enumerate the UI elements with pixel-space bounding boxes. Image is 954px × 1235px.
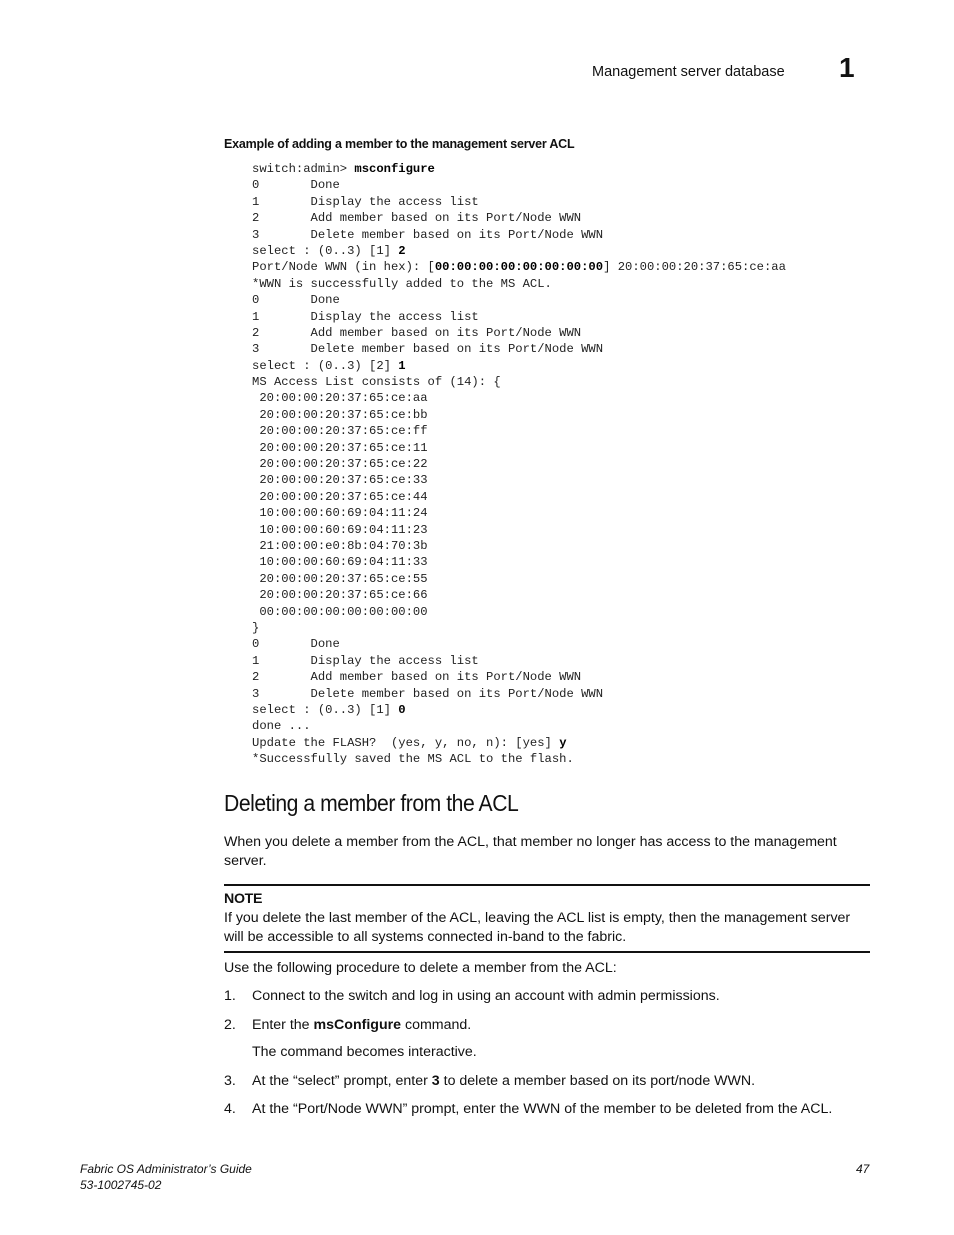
code-text: switch:admin> xyxy=(252,162,355,176)
chapter-number: 1 xyxy=(839,52,855,83)
code-line xyxy=(252,587,786,603)
code-text: 20:00:00:20:37:65:ce:55 xyxy=(252,571,428,586)
code-line xyxy=(252,292,786,308)
code-line xyxy=(252,194,786,210)
code-line xyxy=(252,489,786,505)
code-line xyxy=(252,423,786,439)
code-user-input: 00:00:00:00:00:00:00:00 xyxy=(434,260,604,275)
code-line xyxy=(252,210,786,226)
code-text: 20:00:00:20:37:65:ce:22 xyxy=(252,457,428,472)
code-text: 10:00:00:60:69:04:11:23 xyxy=(252,522,428,537)
step-number: 1. xyxy=(224,988,236,1004)
step-text-pre: Enter the xyxy=(252,1017,314,1033)
code-line xyxy=(252,554,786,570)
code-text: 2 Add member based on its Port/Node WWN xyxy=(252,325,582,340)
code-text: 10:00:00:60:69:04:11:33 xyxy=(252,555,428,570)
code-line xyxy=(252,456,786,472)
code-line xyxy=(252,636,786,652)
code-user-input: y xyxy=(559,735,567,750)
code-text: 2 Add member based on its Port/Node WWN xyxy=(252,211,582,226)
note-label: NOTE xyxy=(224,891,263,907)
code-text: 20:00:00:20:37:65:ce:66 xyxy=(252,588,428,603)
intro-paragraph: When you delete a member from the ACL, that member no longer has access to the management server. xyxy=(224,834,837,869)
note-box xyxy=(224,884,870,953)
code-text: 0 Done xyxy=(252,293,340,308)
step-number: 3. xyxy=(224,1073,236,1089)
code-text: 3 Delete member based on its Port/Node WWN xyxy=(252,342,604,357)
section-heading: Deleting a member from the ACL xyxy=(224,790,519,816)
code-text: 3 Delete member based on its Port/Node WWN xyxy=(252,227,604,242)
code-text: 1 Display the access list xyxy=(252,309,479,324)
running-header: Management server database xyxy=(592,64,785,80)
procedure-intro: Use the following procedure to delete a member from the ACL: xyxy=(224,960,617,976)
code-user-input: 2 xyxy=(398,243,406,258)
code-line xyxy=(252,653,786,669)
code-line xyxy=(252,751,786,767)
code-line xyxy=(252,358,786,374)
code-text: select : (0..3) [2] xyxy=(252,358,399,373)
code-line xyxy=(252,390,786,406)
code-line xyxy=(252,227,786,243)
note-text: If you delete the last member of the ACL, leaving the ACL list is empty, then the management server will be accessible to all systems connected in-band to the fabric. xyxy=(224,910,851,945)
step-text: At the “Port/Node WWN” prompt, enter the WWN of the member to be deleted from the ACL. xyxy=(252,1101,833,1117)
code-text: 10:00:00:60:69:04:11:24 xyxy=(252,506,428,521)
code-text: } xyxy=(252,620,260,635)
code-line xyxy=(252,669,786,685)
code-text: 20:00:00:20:37:65:ce:11 xyxy=(252,440,428,455)
step-number: 2. xyxy=(224,1017,236,1033)
code-text: 21:00:00:e0:8b:04:70:3b xyxy=(252,538,428,553)
code-text: 2 Add member based on its Port/Node WWN xyxy=(252,670,582,685)
code-line xyxy=(252,571,786,587)
step-3 xyxy=(224,1072,755,1091)
code-text: done ... xyxy=(252,719,311,734)
code-line xyxy=(252,374,786,390)
code-text: 20:00:00:20:37:65:ce:ff xyxy=(252,424,428,439)
code-line xyxy=(252,620,786,636)
code-text: MS Access List consists of (14): { xyxy=(252,375,501,390)
code-line xyxy=(252,735,786,751)
code-text: 3 Delete member based on its Port/Node WWN xyxy=(252,686,604,701)
code-line xyxy=(252,177,786,193)
step-4 xyxy=(224,1100,832,1119)
code-user-input: 1 xyxy=(398,358,406,373)
code-line xyxy=(252,259,786,275)
step-number: 4. xyxy=(224,1101,236,1117)
step-text-pre: At the “select” prompt, enter xyxy=(252,1073,432,1089)
footer-doc-number: 53-1002745-02 xyxy=(80,1177,162,1192)
footer-doc-title: Fabric OS Administrator’s Guide xyxy=(80,1162,252,1176)
code-text: 00:00:00:00:00:00:00:00 xyxy=(252,604,428,619)
step-text: Connect to the switch and log in using an account with admin permissions. xyxy=(252,988,720,1004)
step-text-post: command. xyxy=(401,1017,472,1033)
footer-document-info xyxy=(80,1162,252,1193)
code-text: 20:00:00:20:37:65:ce:33 xyxy=(252,473,428,488)
code-user-input: msconfigure xyxy=(354,162,435,176)
step-1 xyxy=(224,987,720,1006)
code-line xyxy=(252,538,786,554)
command-name: msConfigure xyxy=(313,1017,402,1033)
code-line xyxy=(252,505,786,521)
code-text: Update the FLASH? (yes, y, no, n): [yes] xyxy=(252,735,560,750)
code-line xyxy=(252,309,786,325)
code-line xyxy=(252,522,786,538)
code-line xyxy=(252,604,786,620)
code-line xyxy=(252,407,786,423)
step-2 xyxy=(224,1016,471,1035)
code-text: 20:00:00:20:37:65:ce:aa xyxy=(252,391,428,406)
code-line xyxy=(252,718,786,734)
code-line xyxy=(252,325,786,341)
code-user-input: 0 xyxy=(398,702,406,717)
code-line xyxy=(252,276,786,292)
code-line xyxy=(252,243,786,259)
command-value: 3 xyxy=(431,1073,440,1089)
code-line xyxy=(252,472,786,488)
code-text: 1 Display the access list xyxy=(252,653,479,668)
step-text-post: to delete a member based on its port/node WWN. xyxy=(439,1073,756,1089)
footer-page-number: 47 xyxy=(856,1162,870,1176)
code-line xyxy=(252,702,786,718)
code-line xyxy=(252,341,786,357)
code-line xyxy=(252,161,786,177)
code-text: 1 Display the access list xyxy=(252,194,479,209)
code-text: 0 Done xyxy=(252,637,340,652)
code-text: 20:00:00:20:37:65:ce:bb xyxy=(252,407,428,422)
code-block xyxy=(252,161,786,767)
code-text: select : (0..3) [1] xyxy=(252,243,399,258)
example-title: Example of adding a member to the management server ACL xyxy=(224,137,575,151)
code-text: *WWN is successfully added to the MS ACL. xyxy=(252,276,552,291)
step-2-result: The command becomes interactive. xyxy=(252,1044,477,1060)
code-text: 20:00:00:20:37:65:ce:44 xyxy=(252,489,428,504)
code-text: Port/Node WWN (in hex): [ xyxy=(252,260,435,275)
code-text: ] 20:00:00:20:37:65:ce:aa xyxy=(603,260,786,275)
code-line xyxy=(252,686,786,702)
code-text: select : (0..3) [1] xyxy=(252,702,399,717)
code-text: *Successfully saved the MS ACL to the flash. xyxy=(252,752,574,767)
code-line xyxy=(252,440,786,456)
code-text: 0 Done xyxy=(252,178,340,193)
